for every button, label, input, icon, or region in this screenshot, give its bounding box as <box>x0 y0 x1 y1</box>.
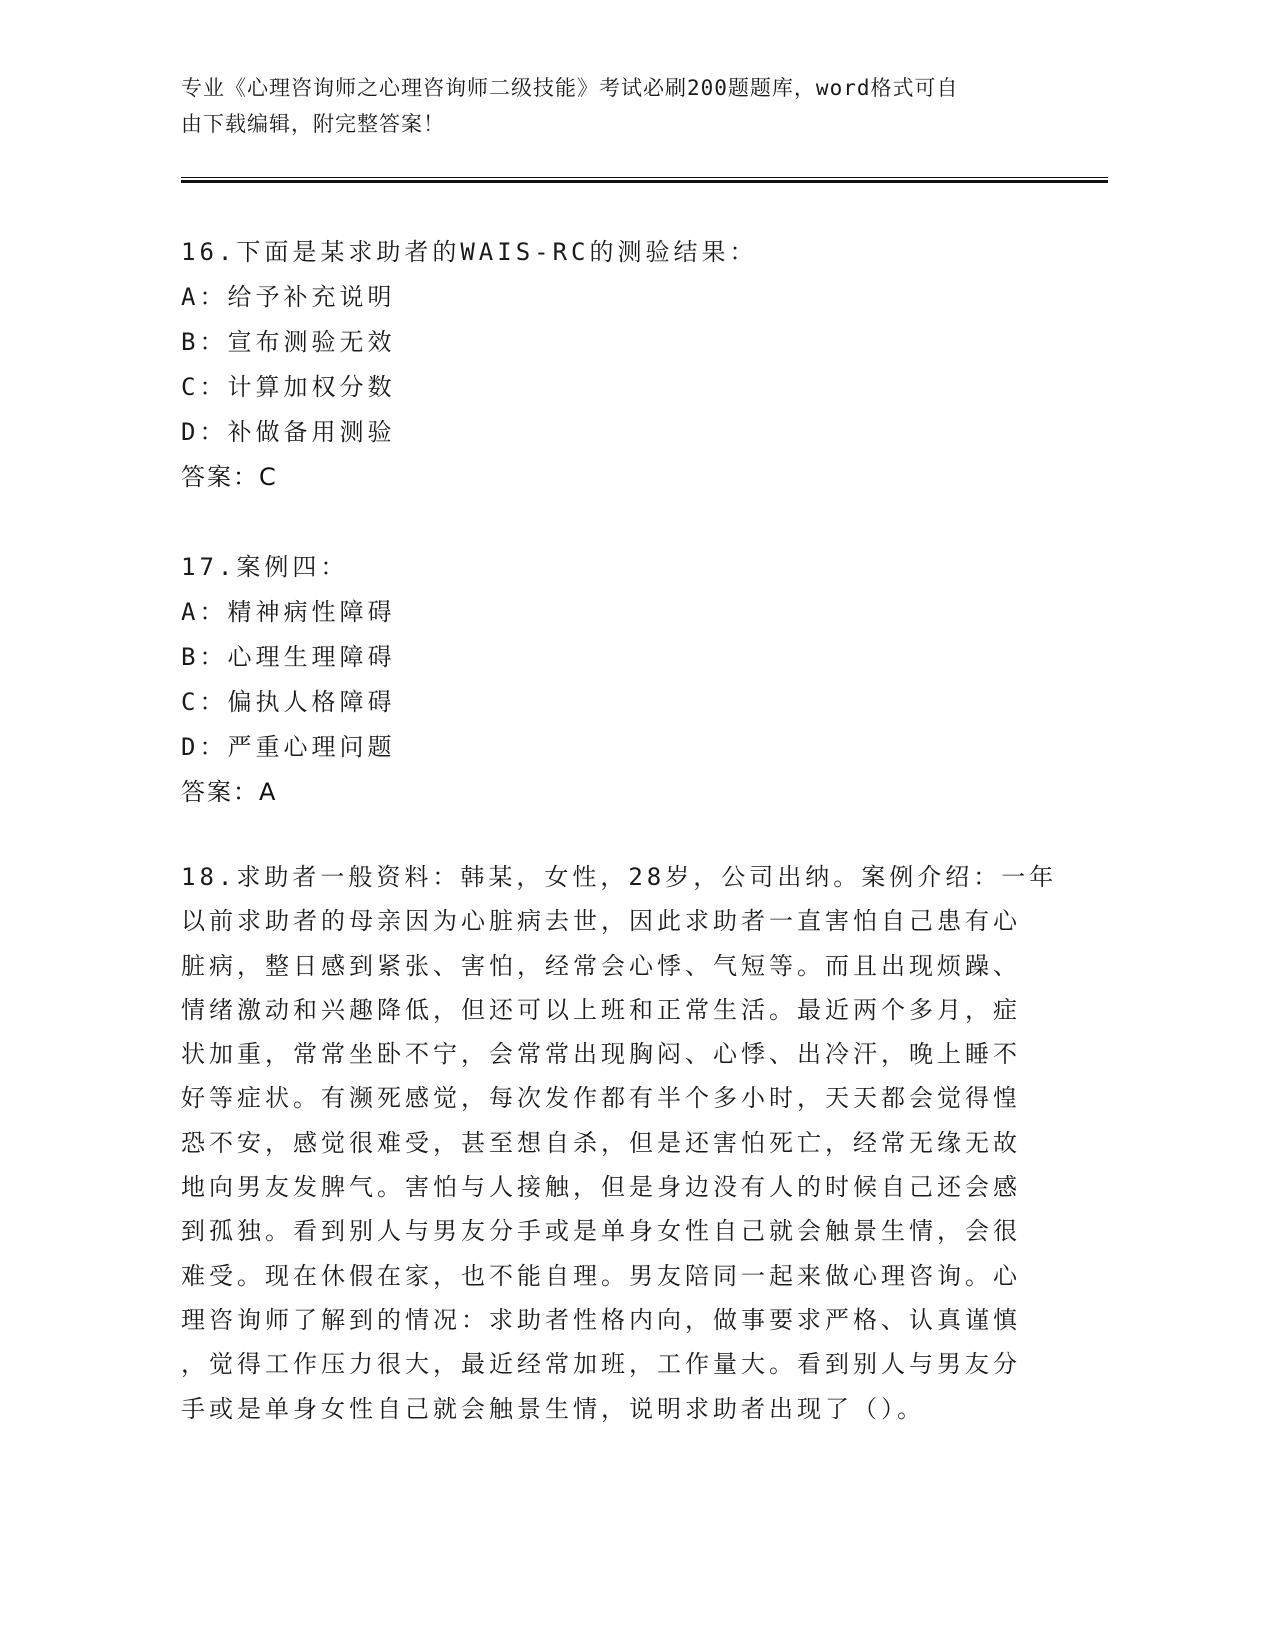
option-b: B：宣布测验无效 <box>181 328 396 356</box>
option-b: B：心理生理障碍 <box>181 643 396 671</box>
question-17 <box>181 545 1061 815</box>
option-a: A：精神病性障碍 <box>181 598 396 626</box>
question-text-line: 以前求助者的母亲因为心脏病去世，因此求助者一直害怕自己患有心 <box>181 907 1021 936</box>
answer-line: 答案：A <box>181 778 278 806</box>
question-stem: 16.下面是某求助者的WAIS-RC的测验结果： <box>181 238 758 266</box>
option-a: A：给予补充说明 <box>181 283 396 311</box>
header-line-2: 由下载编辑，附完整答案！ <box>181 112 445 136</box>
question-text-line: 状加重，常常坐卧不宁，会常常出现胸闷、心悸、出冷汗，晚上睡不 <box>181 1040 1021 1069</box>
question-text-line: 难受。现在休假在家，也不能自理。男友陪同一起来做心理咨询。心 <box>181 1261 1021 1290</box>
question-text-line: 18.求助者一般资料：韩某，女性，28岁，公司出纳。案例介绍：一年 <box>181 863 1058 891</box>
header-line-1: 专业《心理咨询师之心理咨询师二级技能》考试必刷200题题库，word格式可自 <box>181 76 959 100</box>
header-divider <box>181 177 1108 183</box>
question-text-line: 到孤独。看到别人与男友分手或是单身女性自己就会触景生情，会很 <box>181 1217 1021 1246</box>
question-text-line: 脏病，整日感到紧张、害怕，经常会心悸、气短等。而且出现烦躁、 <box>181 951 1021 980</box>
question-text-line: 情绪激动和兴趣降低，但还可以上班和正常生活。最近两个多月，症 <box>181 995 1021 1024</box>
question-text-line: 恐不安，感觉很难受，甚至想自杀，但是还害怕死亡，经常无缘无故 <box>181 1128 1021 1157</box>
question-18 <box>181 855 1061 1431</box>
question-text-line: 地向男友发脾气。害怕与人接触，但是身边没有人的时候自己还会感 <box>181 1173 1021 1202</box>
document-header <box>181 70 1041 142</box>
option-c: C：计算加权分数 <box>181 373 396 401</box>
question-text-line: ，觉得工作压力很大，最近经常加班，工作量大。看到别人与男友分 <box>181 1350 1021 1379</box>
option-d: D：补做备用测验 <box>181 418 396 446</box>
question-text-line: 理咨询师了解到的情况：求助者性格内向，做事要求严格、认真谨慎 <box>181 1305 1021 1334</box>
option-d: D：严重心理问题 <box>181 733 396 761</box>
question-stem: 17.案例四： <box>181 553 349 581</box>
option-c: C：偏执人格障碍 <box>181 688 396 716</box>
answer-line: 答案：C <box>181 463 278 491</box>
question-16 <box>181 230 1061 500</box>
question-text-line: 好等症状。有濒死感觉，每次发作都有半个多小时，天天都会觉得惶 <box>181 1084 1021 1113</box>
question-text-line: 手或是单身女性自己就会触景生情，说明求助者出现了（）。 <box>181 1394 925 1423</box>
